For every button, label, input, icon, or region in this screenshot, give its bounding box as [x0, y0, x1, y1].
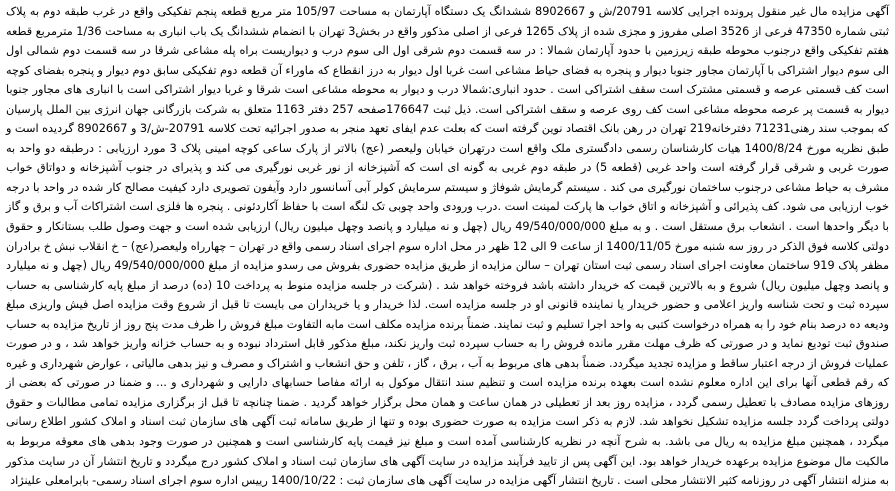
- auction-notice-text: آگهی مزایده مال غیر منقول پرونده اجرایی کلاسه 20791/ش و 8902667 ششدانگ یک دستگاه آپارتمان به مساحت 105/97 متر مربع قطعه پنجم تفکیکی واقع در غرب طبقه دوم به پلاک ثبتی شماره 47350 فرعی از 3526 اصلی مفروز و مجزی شده از پلاک 1265 فرعی از اصلی مذکور واقع در بخش3 تهران با انضمام ششدانگ یک باب انباری به مساحت 1/36 مترمربع قطعه هفتم تفکیکی واقع درجنوب محوطه طبقه زیرزمین با حدود آپارتمان شمالا : در سه قسمت دوم شرقی اول الی سوم درب و دیواریست براه پله مشاعی شرقا در سه قسمت دوم شمالی اول الی سوم دیوار اشتراکی با آپارتمان مجاور جنوبا دیوار و پنجره به فضای حیاط مشاعی است غربا اول دیوار به درز انقطاع که ماوراء آن قطعه دوم تفکیکی سابق دوم دیوار و پنجره بفضای کوچه است کف قسمتی عرصه و قسمتی مشترک است سقف اشتراکی است . حدود انباری:شمالا درب و دیوار به محوطه مشاعی است شرقا و غربا دیوار اشتراکی است با انباری های مجاور جنوبا دیوار به قسمت پر عرصه محوطه مشاعی است کف روی عرصه و سقف اشتراکی است. ذیل ثبت 176647صفحه 257 دفتر 1163 متعلق به شرکت بازرگانی جهان انرژی بین الملل پارسیان که بموجب سند رهنی71231 دفترخانه219 تهران در رهن بانک اقتصاد نوین گرفته است که بعلت عدم ایفای تعهد منجر به صدور اجرائیه تحت کلاسه 20791-ش/3 و 8902667 گردیده است و طبق نظریه مورخ 1400/8/24 هیات کارشناسان رسمی دادگستری ملک واقع است درتهران خیابان ولیعصر (عج) بالاتر از پارک ساعی کوچه امینی پلاک 3 مورد ارزیابی : درطبقه دو واحد به صورت غربی و شرقی قرار گرفته است واحد غربی (قطعه 5) در طبقه دوم غربی به گونه ای است که آشپزخانه از نور غربی نورگیری می کند و پذیرای در جنوب آشپزخانه و دواتاق خواب مشرف به حیاط مشاعی درجنوب ساختمان نورگیری می کند . سیستم گرمایش شوفاژ و سیستم سرمایش کولر آبی آسانسور دارد وآیفون تصویری دارد کیفیت مصالح کار شده در واحد با درجه خوب ارزیابی می شود. کف پذیرائی و آشپزخانه و اتاق خواب ها پارکت لمینت است .درب ورودی واحد چوبی تک لنگه است با حفاظ آکاردئونی . پنجره ها فلزی است اشتراکات آب و برق و گاز با دیگر واحدها است . انشعاب برق مستقل است . و به مبلغ 49/540/000/000 ریال (چهل و نه میلیارد و پانصد وچهل میلیون ریال) ارزیابی شده است و جهت وصول طلب بستانکار و حقوق دولتی کلاسه فوق الذکر در روز سه شنبه مورخ 1400/11/05 از ساعت 9 الی 12 ظهر در محل اداره سوم اجرای اسناد رسمی واقع در تهران – چهارراه ولیعصر(عج) – خ انقلاب نبش خ برادران مظفر پلاک 919 ساختمان معاونت اجرای اسناد رسمی ثبت استان تهران – سالن مزایده از طریق مزایده حضوری بفروش می رسدو مزایده از مبلغ 49/540/000/000 ریال (چهل و نه میلیارد و پانصد وچهل میلیون ریال) شروع و به بالاترین قیمت که خریدار داشته باشد فروخته خواهد شد . (شرکت در جلسه مزایده منوط به پرداخت 10 (ده) درصد از مبلغ پایه کارشناسی به حساب سپرده ثبت و تحت شناسه واریز اعلامی و حضور خریدار یا نماینده قانونی او در جلسه مزایده است. لذا خریدار و یا خریداران می بایست تا قبل از شروع وقت مزایده اصل فیش واریزی مبلغ ودیعه ده درصد بنام خود را به همراه درخواست کتبی به واحد اجرا تسلیم و ثبت نمایند. ضمناً برنده مزایده مکلف است مابه التفاوت مبلغ فروش را ظرف مدت پنج روز از تاریخ مزایده به حساب صندوق ثبت تودیع نماید و در صورتی که ظرف مهلت مقرر مانده فروش را به حساب سپرده ثبت واریز نکند، مبلغ مذکور قابل استرداد نبوده و به حساب خزانه واریز خواهد شد ، و در صورت عملیات فروش از درجه اعتبار ساقط و مزایده تجدید میگردد. ضمناً بدهی های مربوط به آب ، برق ، گاز ، تلفن و حق انشعاب و اشتراک و مصرف و نیز بدهی مالیاتی ، عوارض شهرداری و غیره که رقم قطعی آنها برای این اداره معلوم نشده است بعهده برنده مزایده است و تنظیم سند انتقال موکول به ارائه مفاصا حسابهای دارایی و شهرداری و ... و ضمنا در صورتی که بعضی از روزهای مزایده مصادف با تعطیل رسمی گردد ، مزایده روز بعد از تعطیلی در همان ساعت و همان محل برگزار خواهد گردید . ضمنا چنانچه تا قبل از برگزاری مزایده تمامی مطالبات و حقوق دولتی پرداخت گردد جلسه مزایده تشکیل نخواهد شد. لازم به ذکر است مزایده به صورت حضوری بوده و تنها از طریق سامانه ثبت آگهی های سازمان ثبت اسناد و املاک کشور اطلاع رسانی میگردد ، همچنین مبلغ مزایده به ریال می باشد. به شرح آنچه در نظریه کارشناسی آمده است و مبلغ نیز قیمت پایه کارشناسی است و همچنین در صورت وجود بدهی های معوقه مربوط به مالکیت مال موضوع مزایده برعهده خریدار خواهد بود. این آگهی پس از تایید فرآیند مزایده در سایت آگهی های سازمان ثبت اسناد و املاک کشور درج میگردد و تاریخ انتشار آن در سایت مذکور به منزله انتشار آگهی در روزنامه کثیر الانتشار محلی است . تاریخ انتشار آگهی مزایده در سایت آگهی های سازمان ثبت : 1400/10/22 رییس اداره سوم اجرای اسناد رسمی- بابرامعلی علینژاد: [6, 5, 890, 488]
